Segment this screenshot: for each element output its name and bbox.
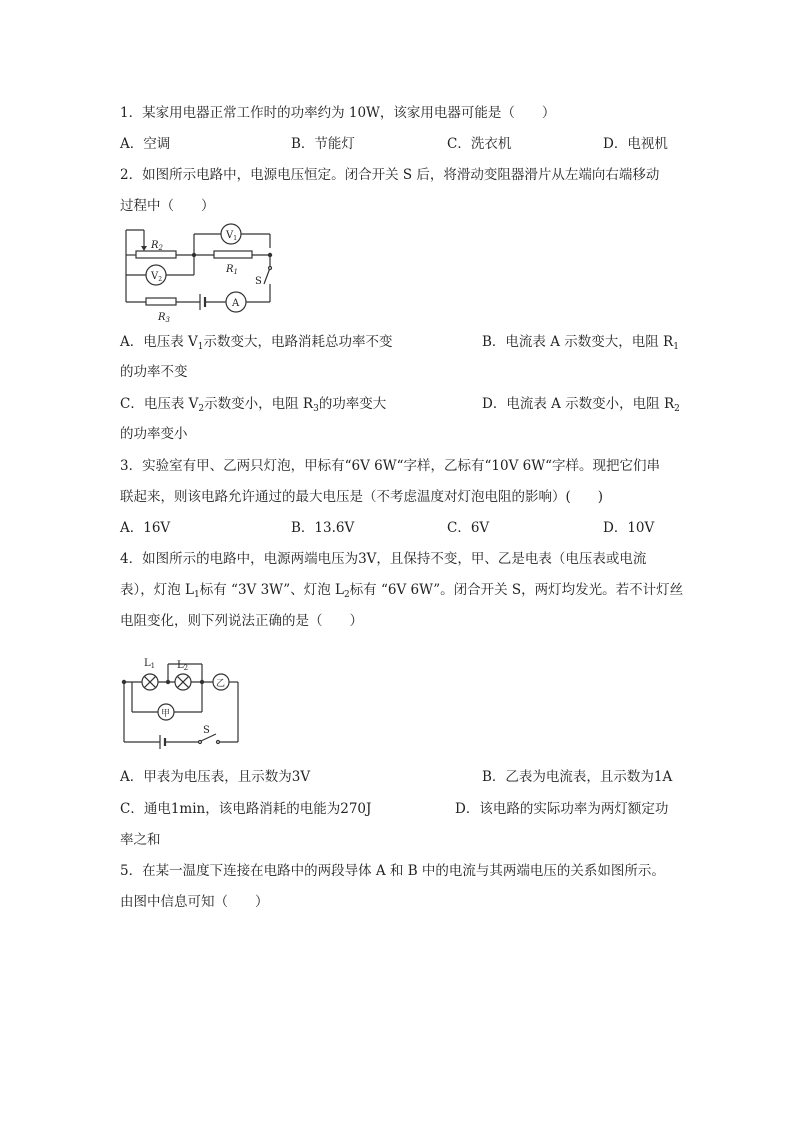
q1-option-b: B．节能灯	[291, 136, 355, 152]
q1-stem: 1．某家用电器正常工作时的功率约为 10W，该家用电器可能是（ ）	[120, 105, 556, 121]
r3-sub: 3	[165, 316, 170, 322]
q1-option-d: D．电视机	[603, 136, 668, 152]
q4-option-c: C．通电1min，该电路消耗的电能为270J	[120, 801, 372, 817]
svg-text:R2	[150, 240, 164, 252]
q3-option-a: A．16V	[120, 520, 171, 536]
svg-text:R1	[225, 264, 238, 276]
q2-option-b-cont: 的功率不变	[120, 364, 188, 380]
jia-label: 甲	[161, 709, 171, 719]
r1-resistor	[214, 251, 252, 258]
q2-stem-line2: 过程中（ ）	[120, 198, 215, 214]
l2-sub: 2	[183, 664, 189, 672]
ammeter-label: A	[232, 298, 240, 309]
q4-option-b: B．乙表为电流表，且示数为1A	[482, 769, 673, 785]
q4-stem-line3: 电阻变化，则下列说法正确的是（ ）	[120, 613, 363, 629]
r3-resistor	[146, 298, 176, 305]
q2-option-d: D．电流表 A 示数变小，电阻 $R_2$	[482, 396, 680, 414]
q4-stem-line1: 4．如图所示的电路中，电源两端电压为3V，且保持不变，甲、乙是电表（电压表或电流	[120, 551, 647, 567]
r2-sub: 2	[158, 244, 163, 252]
v1-sub: 1	[233, 235, 238, 242]
yi-label: 乙	[216, 679, 226, 689]
switch-s-label: S	[203, 725, 210, 736]
q2-circuit-diagram	[118, 222, 278, 322]
v1-label: V	[226, 230, 234, 241]
q4-option-d: D．该电路的实际功率为两灯额定功	[455, 801, 669, 817]
q3-stem-line1: 3．实验室有甲、乙两只灯泡，甲标有“6V 6W“字样，乙标有“10V 6W“字样。现把它们串	[120, 458, 660, 474]
r3-label: R	[158, 312, 166, 322]
r2-label: R	[151, 240, 159, 251]
svg-text:L1	[144, 658, 155, 670]
q3-option-b: B．13.6V	[291, 520, 355, 536]
q5-stem-line1: 5．在某一温度下连接在电路中的两段导体 A 和 B 中的电流与其两端电压的关系如图所示。	[120, 863, 665, 879]
q5-stem-line2: 由图中信息可知（ ）	[120, 894, 269, 910]
l1-label: L	[144, 658, 151, 669]
q2-option-d-cont: 的功率变小	[120, 426, 188, 442]
r1-label: R	[226, 264, 234, 275]
q2-stem-line1: 2．如图所示电路中，电源电压恒定。闭合开关 S 后，将滑动变阻器滑片从左端向右端移动	[120, 167, 660, 183]
l1-sub: 1	[150, 662, 156, 670]
q3-stem-line2: 联起来，则该电路允许通过的最大电压是（不考虑温度对灯泡电阻的影响）( )	[120, 489, 604, 505]
q4-option-a: A．甲表为电压表，且示数为3V	[120, 769, 311, 785]
switch-label: S	[255, 276, 262, 287]
q4-option-d-cont: 率之和	[120, 832, 161, 848]
q4-circuit-diagram	[118, 650, 248, 750]
q2-option-b: B．电流表 A 示数变大，电阻 $R_1$	[482, 334, 679, 352]
l2-label: L	[177, 660, 184, 671]
svg-text:R3	[157, 312, 171, 322]
r1-sub: 1	[233, 268, 238, 276]
q1-option-c: C．洗衣机	[447, 136, 512, 152]
v2-sub: 2	[158, 276, 163, 283]
q2-option-c: C．电压表 $V_2$示数变小，电阻 $R_3$的功率变大	[120, 396, 387, 414]
r2-rheostat	[136, 251, 176, 258]
q3-option-d: D．10V	[603, 520, 655, 536]
q2-option-a: A．电压表 $V_1$示数变大，电路消耗总功率不变	[120, 334, 393, 352]
v2-label: V	[151, 271, 159, 282]
q1-option-a: A．空调	[120, 136, 171, 152]
q4-stem-line2: 表），灯泡 $L_1$标有 “3V 3W”、灯泡 $L_2$标有 “6V 6W”。闭合开关 S，两灯均发光。若不计灯丝	[120, 582, 684, 600]
svg-text:L2	[177, 660, 188, 672]
q3-option-c: C．6V	[447, 520, 490, 536]
